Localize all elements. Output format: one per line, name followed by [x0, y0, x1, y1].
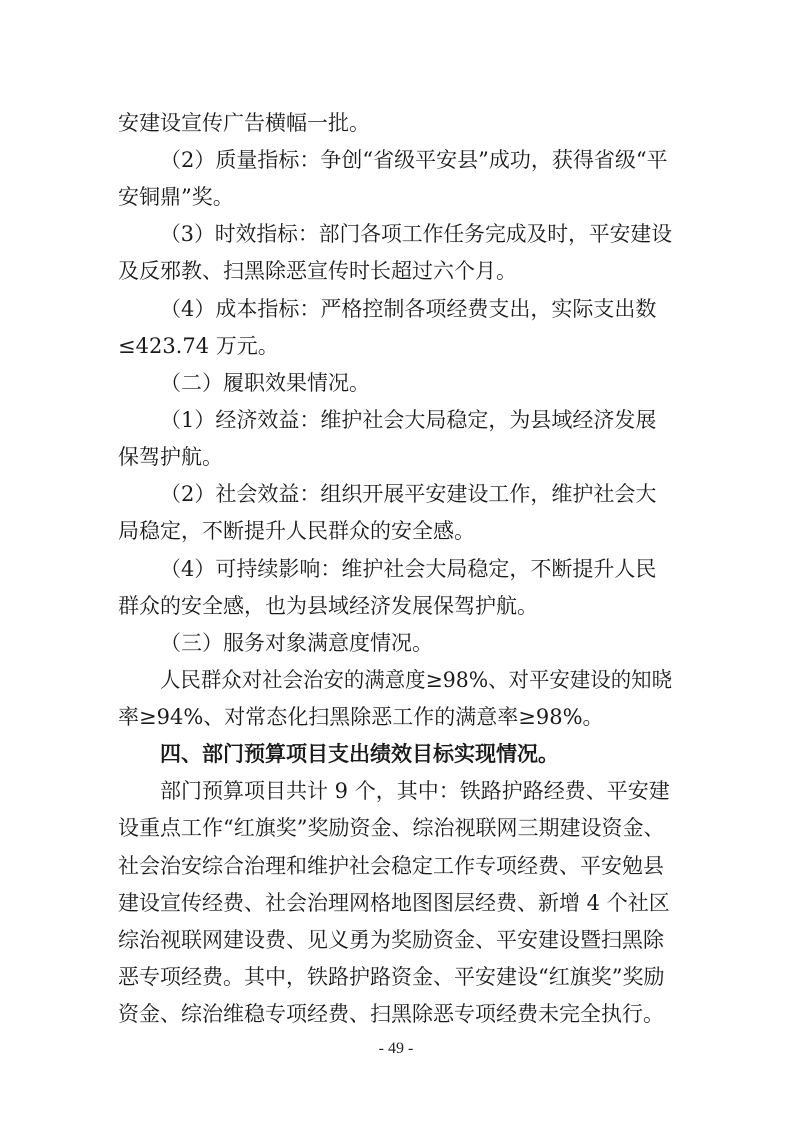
line-text: 保驾护航。 [118, 445, 223, 469]
body-line [0, 920, 792, 960]
body-line [0, 549, 792, 589]
section-heading [0, 623, 792, 663]
line-text: 局稳定，不断提升人民群众的安全感。 [118, 519, 475, 543]
chapter-heading [0, 734, 792, 774]
body-line [0, 994, 792, 1034]
line-text: 安铜鼎”奖。 [118, 185, 234, 209]
line-text: 安建设宣传广告横幅一批。 [118, 111, 370, 135]
body-line [0, 474, 792, 514]
line-text: （4）成本指标：严格控制各项经费支出，实际支出数 [160, 297, 657, 321]
line-text: ≤423.74 万元。 [118, 334, 279, 358]
line-text: （3）时效指标：部门各项工作任务完成及时，平安建设 [160, 222, 672, 246]
body-line [0, 103, 792, 143]
body-line [0, 697, 792, 737]
line-text: （1）经济效益：维护社会大局稳定，为县域经济发展 [160, 408, 657, 432]
body-line [0, 251, 792, 291]
line-text: 设重点工作“红旗奖”奖励资金、综治视联网三期建设资金、 [118, 816, 665, 840]
body-line [0, 586, 792, 626]
body-line [0, 957, 792, 997]
line-text: 率≥94%、对常态化扫黑除恶工作的满意率≥98%。 [118, 705, 604, 729]
body-line [0, 140, 792, 180]
body-line [0, 400, 792, 440]
body-line [0, 437, 792, 477]
body-line [0, 326, 792, 366]
body-line [0, 883, 792, 923]
body-line [0, 660, 792, 700]
line-text: 四、部门预算项目支出绩效目标实现情况。 [160, 742, 559, 766]
line-text: 社会治安综合治理和维护社会稳定工作专项经费、平安勉县 [118, 854, 664, 878]
line-text: 及反邪教、扫黑除恶宣传时长超过六个月。 [118, 259, 517, 283]
section-heading [0, 363, 792, 403]
line-text: （4）可持续影响：维护社会大局稳定，不断提升人民 [160, 557, 657, 581]
line-text: 建设宣传经费、社会治理网格地图图层经费、新增 4 个社区 [118, 891, 670, 915]
line-text: 人民群众对社会治安的满意度≥98%、对平安建设的知晓 [160, 668, 673, 692]
line-text: （三）服务对象满意度情况。 [160, 631, 433, 655]
line-text: （2）质量指标：争创“省级平安县”成功，获得省级“平 [160, 148, 668, 172]
body-line [0, 511, 792, 551]
body-line [0, 846, 792, 886]
body-line [0, 177, 792, 217]
body-line [0, 214, 792, 254]
line-text: （二）履职效果情况。 [160, 371, 370, 395]
line-text: 恶专项经费。其中，铁路护路资金、平安建设“红旗奖”奖励 [118, 965, 665, 989]
page-number: - 49 - [378, 1040, 414, 1057]
body-line [0, 289, 792, 329]
body-line [0, 808, 792, 848]
line-text: 群众的安全感，也为县域经济发展保驾护航。 [118, 594, 538, 618]
line-text: 综治视联网建设费、见义勇为奖励资金、平安建设暨扫黑除 [118, 928, 664, 952]
line-text: 资金、综治维稳专项经费、扫黑除恶专项经费未完全执行。 [118, 1002, 664, 1026]
body-line [0, 771, 792, 811]
line-text: （2）社会效益：组织开展平安建设工作，维护社会大 [160, 482, 657, 506]
line-text: 部门预算项目共计 9 个，其中：铁路护路经费、平安建 [160, 779, 670, 803]
